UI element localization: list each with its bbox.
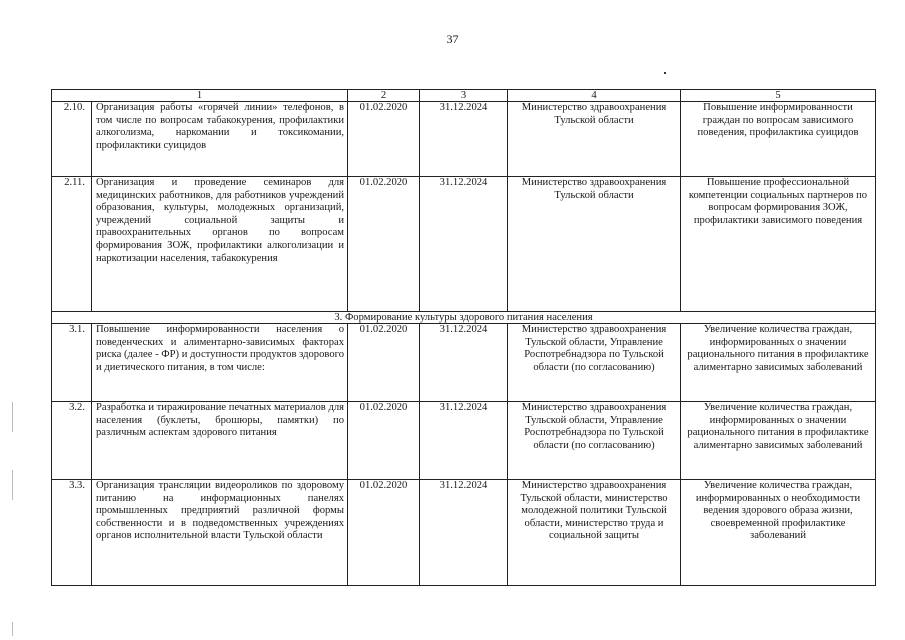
executor: Министерство здравоохранения Тульской области xyxy=(508,102,681,177)
activity-name: Организация трансляции видеороликов по здоровому питанию на информационных панелях промышленных предприятий различной формы собственности и в подведомственных учреждениях органов исполнительной власти Тульской области xyxy=(92,480,348,586)
table-row xyxy=(52,324,876,402)
expected-result: Увеличение количества граждан, информированных о значении рационального питания в профилактике алиментарно зависимых заболеваний xyxy=(681,324,876,402)
end-date: 31.12.2024 xyxy=(420,402,508,480)
end-date: 31.12.2024 xyxy=(420,480,508,586)
section-header-row xyxy=(52,312,876,324)
table-row xyxy=(52,480,876,586)
header-col-5: 5 xyxy=(681,90,876,102)
row-number: 3.3. xyxy=(52,480,92,586)
activity-name: Организация работы «горячей линии» телефонов, в том числе по вопросам табакокурения, профилактики алкоголизма, наркомании и токсикомании, профилактики суицидов xyxy=(92,102,348,177)
table-row xyxy=(52,102,876,177)
start-date: 01.02.2020 xyxy=(348,177,420,312)
start-date: 01.02.2020 xyxy=(348,480,420,586)
executor: Министерство здравоохранения Тульской области, Управление Роспотребнадзора по Тульской области (по согласованию) xyxy=(508,402,681,480)
header-col-1: 1 xyxy=(52,90,348,102)
row-number: 2.10. xyxy=(52,102,92,177)
activity-name: Разработка и тиражирование печатных материалов для населения (буклеты, брошюры, памятки) по различным аспектам здорового питания xyxy=(92,402,348,480)
executor: Министерство здравоохранения Тульской области xyxy=(508,177,681,312)
end-date: 31.12.2024 xyxy=(420,177,508,312)
row-number: 3.1. xyxy=(52,324,92,402)
header-col-3: 3 xyxy=(420,90,508,102)
scan-dot xyxy=(664,72,666,74)
start-date: 01.02.2020 xyxy=(348,102,420,177)
end-date: 31.12.2024 xyxy=(420,102,508,177)
end-date: 31.12.2024 xyxy=(420,324,508,402)
expected-result: Повышение профессиональной компетенции социальных партнеров по вопросам формирования ЗОЖ, профилактики зависимого поведения xyxy=(681,177,876,312)
executor: Министерство здравоохранения Тульской области, Управление Роспотребнадзора по Тульской области (по согласованию) xyxy=(508,324,681,402)
header-col-4: 4 xyxy=(508,90,681,102)
expected-result: Увеличение количества граждан, информированных о значении рационального питания в профилактике алиментарно зависимых заболеваний xyxy=(681,402,876,480)
scan-edge-mark xyxy=(12,402,13,432)
start-date: 01.02.2020 xyxy=(348,402,420,480)
scan-edge-mark xyxy=(12,470,13,500)
table-row xyxy=(52,177,876,312)
header-col-2: 2 xyxy=(348,90,420,102)
row-number: 3.2. xyxy=(52,402,92,480)
row-number: 2.11. xyxy=(52,177,92,312)
activity-name: Повышение информированности населения о поведенческих и алиментарно-зависимых факторах риска (далее - ФР) и доступности продуктов здорового и диетического питания, в том числе: xyxy=(92,324,348,402)
start-date: 01.02.2020 xyxy=(348,324,420,402)
expected-result: Увеличение количества граждан, информированных о необходимости ведения здорового образа жизни, своевременной профилактике заболеваний xyxy=(681,480,876,586)
table-row xyxy=(52,402,876,480)
executor: Министерство здравоохранения Тульской области, министерство молодежной политики Тульской области, министерство труда и социальной защиты xyxy=(508,480,681,586)
header-row xyxy=(52,90,876,102)
scan-edge-mark xyxy=(12,622,13,636)
section-title: 3. Формирование культуры здорового питания населения xyxy=(52,312,876,324)
page-number: 37 xyxy=(446,32,459,46)
expected-result: Повышение информированности граждан по вопросам зависимого поведения, профилактика суицидов xyxy=(681,102,876,177)
activity-name: Организация и проведение семинаров для медицинских работников, для работников учреждений образования, культуры, молодежных организаций, учреждений социальной защиты и правоохранительных органов по вопросам формирования ЗОЖ, профилактики алкоголизации и наркотизации населения, табакокурения xyxy=(92,177,348,312)
activities-table xyxy=(51,89,876,586)
